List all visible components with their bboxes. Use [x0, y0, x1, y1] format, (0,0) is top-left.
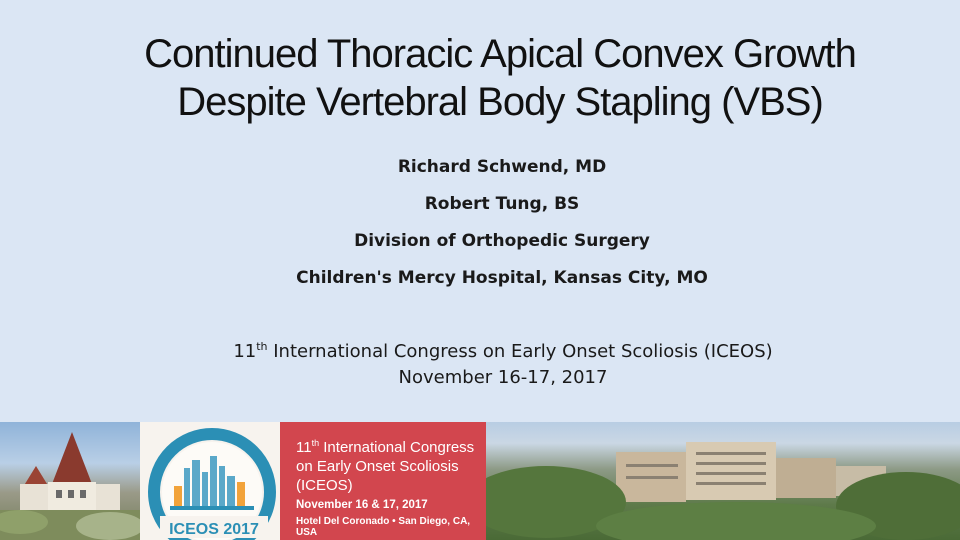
- info-title: International Congress on Early Onset Scoliosis (ICEOS): [296, 439, 475, 494]
- affiliation-division: Division of Orthopedic Surgery: [354, 231, 650, 251]
- congress-ordinal: th: [256, 340, 268, 353]
- hotel-photo-graphic: [0, 422, 140, 540]
- iceos-logo-graphic: [140, 422, 280, 540]
- author-line-2: Robert Tung, BS: [424, 194, 580, 214]
- congress-info-panel: [280, 422, 486, 540]
- congress-title: International Congress on Early Onset Scoliosis (ICEOS): [267, 341, 773, 362]
- footer-banner: [0, 422, 960, 540]
- congress-name: [130, 334, 876, 365]
- iceos-logo: [140, 422, 280, 540]
- iceos-logo-label: ICEOS 2017: [169, 521, 259, 538]
- info-congress-name: [296, 434, 482, 495]
- hospital-photo-graphic: [486, 422, 960, 540]
- hospital-photo: [486, 422, 960, 540]
- affiliation-hospital: Children's Mercy Hospital, Kansas City, MO: [296, 268, 708, 288]
- info-venue: Hotel Del Coronado • San Diego, CA, USA: [296, 516, 471, 538]
- slide-title: [60, 30, 940, 126]
- info-dates: November 16 & 17, 2017: [296, 499, 428, 511]
- congress-block: [130, 334, 876, 391]
- hotel-photo: [0, 422, 140, 540]
- title-line-2: Despite Vertebral Body Stapling (VBS): [177, 80, 823, 124]
- congress-number: 11: [233, 341, 257, 362]
- author-block: [200, 152, 804, 300]
- info-number: 11: [296, 439, 312, 456]
- info-ordinal: th: [311, 438, 320, 448]
- title-line-1: Continued Thoracic Apical Convex Growth: [144, 32, 856, 76]
- congress-dates: November 16-17, 2017: [398, 367, 608, 388]
- author-line-1: Richard Schwend, MD: [397, 157, 607, 177]
